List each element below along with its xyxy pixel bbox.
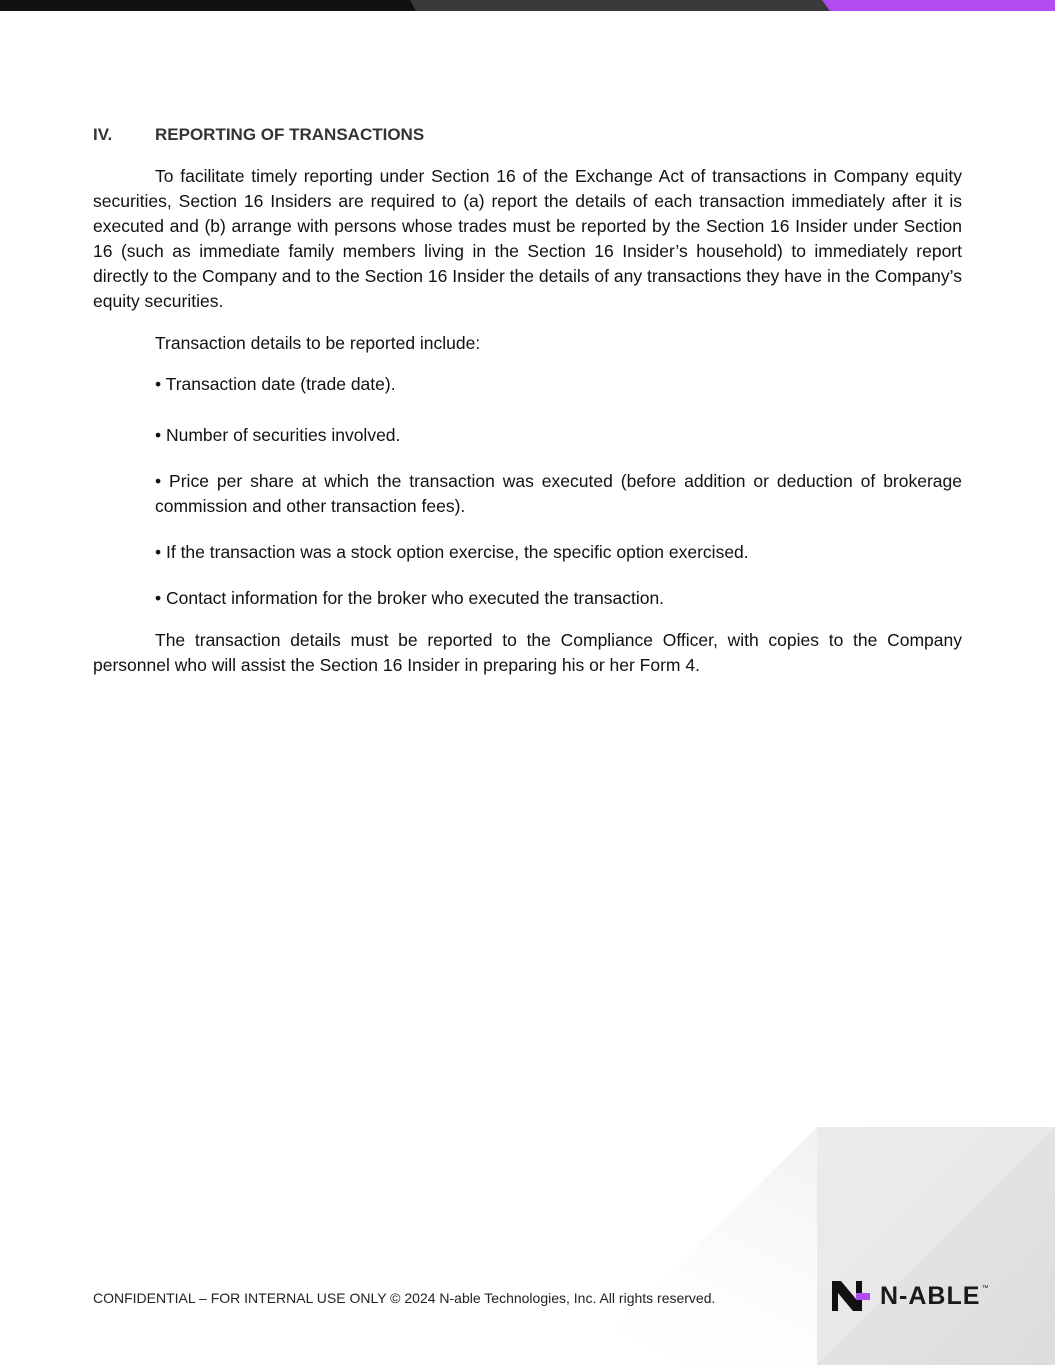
intro-paragraph: To facilitate timely reporting under Section 16 of the Exchange Act of transactions in Company equity securities, Section 16 Insiders are required to (a) report the details of each transaction immediately after it is executed and (b) arrange with persons whose trades must be reported by the Section 16 Insider under Section 16 (such as immediate family members living in the Section 16 Insider’s household) to immediately report directly to the Company and to the Section 16 Insider the details of any transactions they have in the Company’s equity securities. [93,166,962,311]
footer-confidential: CONFIDENTIAL – FOR INTERNAL USE ONLY © 2024 N-able Technologies, Inc. All rights reserved. [93,1290,716,1306]
section-title: REPORTING OF TRANSACTIONS [155,125,425,144]
list-item: • Transaction date (trade date). [155,374,396,394]
list-item: • Contact information for the broker who executed the transaction. [155,588,665,608]
transaction-details-list [93,372,962,611]
list-item: • If the transaction was a stock option exercise, the specific option exercised. [155,542,749,562]
n-able-logo-mark-icon [832,1281,872,1311]
list-item: • Price per share at which the transaction was executed (before addition or deduction of brokerage commission and other transaction fees). [155,471,962,516]
section-heading [93,122,962,147]
closing-paragraph: The transaction details must be reported to the Compliance Officer, with copies to the Company personnel who will assist the Section 16 Insider in preparing his or her Form 4. [93,630,962,675]
section-number: IV. [93,125,113,144]
corner-decoration [575,1127,1055,1365]
details-intro: Transaction details to be reported include: [155,333,481,353]
document-body [93,122,962,678]
logo-trademark: ™ [981,1285,989,1292]
top-decorative-bar [0,0,1055,11]
list-item: • Number of securities involved. [155,425,401,445]
n-able-logo [832,1281,988,1311]
logo-wordmark: N-ABLE [880,1282,981,1310]
